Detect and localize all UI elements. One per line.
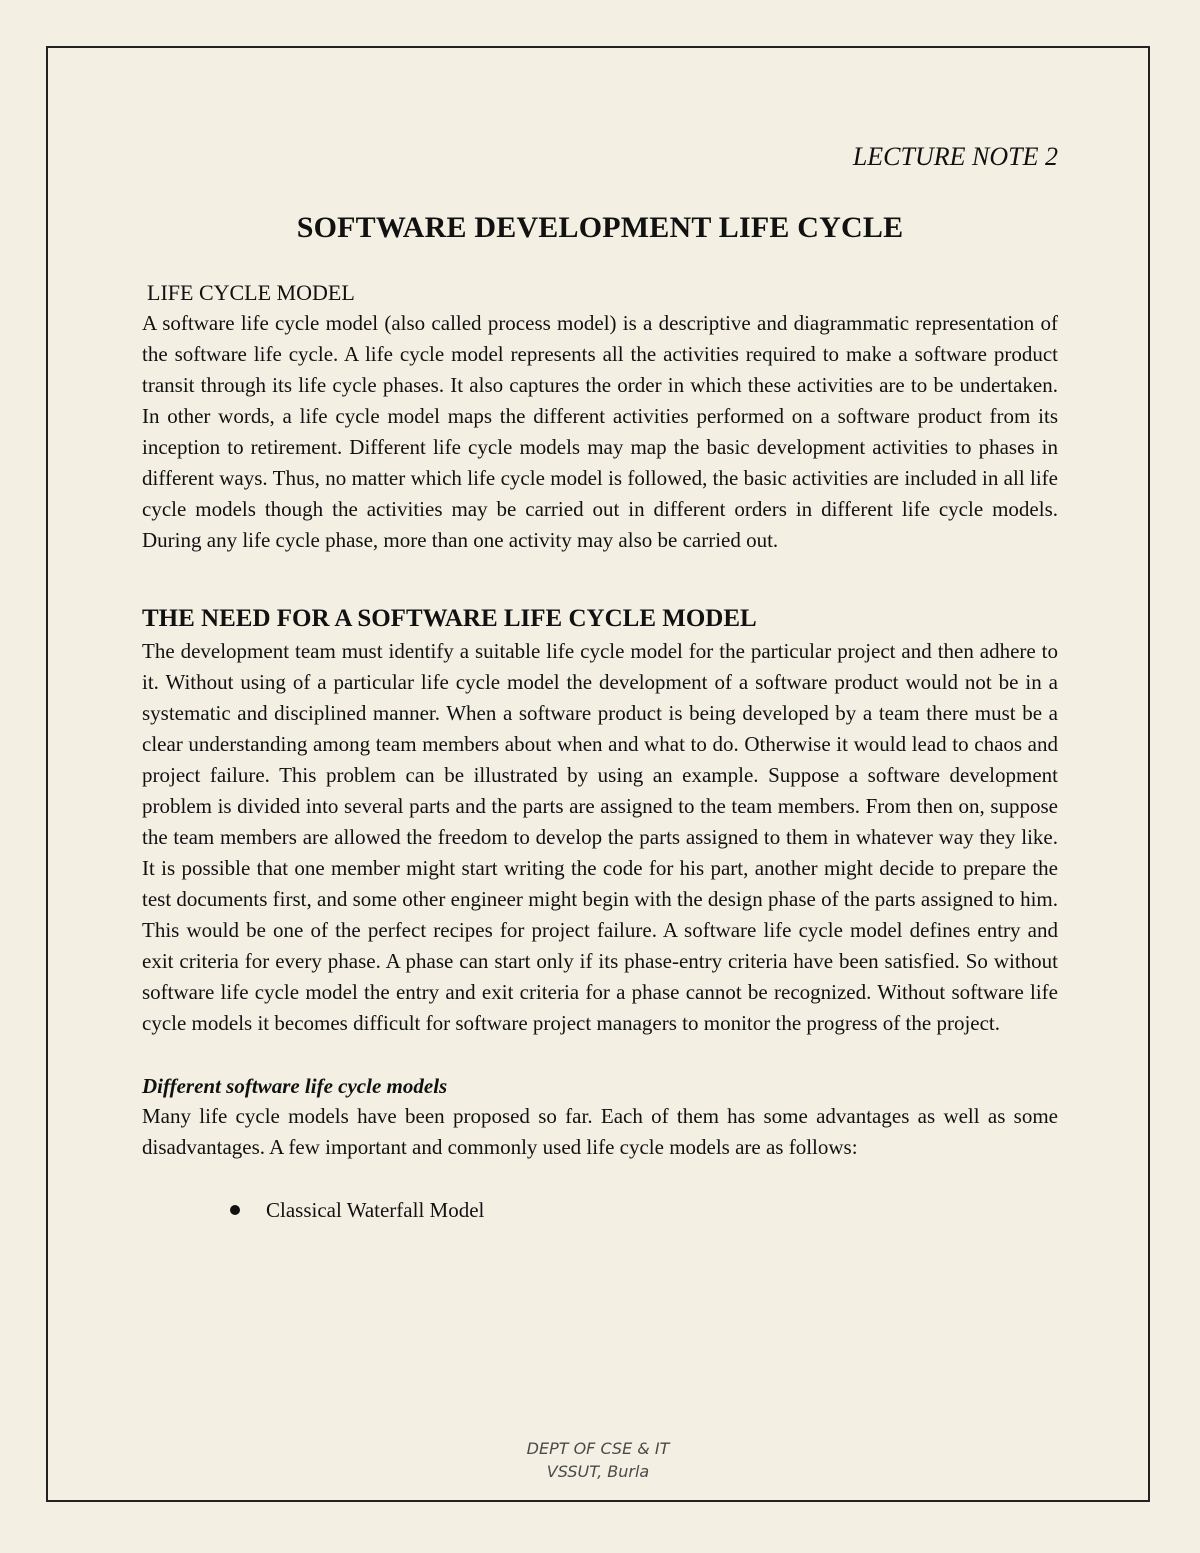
model-list <box>142 1195 1058 1225</box>
section-heading-life-cycle-model: LIFE CYCLE MODEL <box>147 280 355 305</box>
list-item-label: Classical Waterfall Model <box>266 1198 485 1222</box>
paragraph-life-cycle-model: A software life cycle model (also called process model) is a descriptive and diagrammatic representation of the software life cycle. A life cycle model represents all the activities required to make a software product transit through its life cycle phases. It also captures the order in which these activities are to be undertaken. In other words, a life cycle model maps the different activities performed on a software product from its inception to retirement. Different life cycle models may map the basic development activities to phases in different ways. Thus, no matter which life cycle model is followed, the basic activities are included in all life cycle models though the activities may be carried out in different orders in different life cycle models. During any life cycle phase, more than one activity may also be carried out. <box>142 311 1058 552</box>
bullet-icon <box>230 1205 240 1215</box>
section-heading-different-models: Different software life cycle models <box>142 1074 448 1098</box>
page-title: SOFTWARE DEVELOPMENT LIFE CYCLE <box>296 211 904 244</box>
footer-department: DEPT OF CSE & IT <box>526 1439 670 1458</box>
list-item <box>230 1195 1058 1225</box>
paragraph-different-models: Many life cycle models have been proposed so far. Each of them has some advantages as well as some disadvantages. A few important and commonly used life cycle models are as follows: <box>142 1104 1058 1159</box>
lecture-note-label: LECTURE NOTE 2 <box>852 142 1058 171</box>
paragraph-need: The development team must identify a suitable life cycle model for the particular project and then adhere to it. Without using of a particular life cycle model the development of a software product would not be in a systematic and disciplined manner. When a software product is being developed by a team there must be a clear understanding among team members about when and what to do. Otherwise it would lead to chaos and project failure. This problem can be illustrated by using an example. Suppose a software development problem is divided into several parts and the parts are assigned to the team members. From then on, suppose the team members are allowed the freedom to develop the parts assigned to them in whatever way they like. It is possible that one member might start writing the code for his part, another might decide to prepare the test documents first, and some other engineer might begin with the design phase of the parts assigned to him. This would be one of the perfect recipes for project failure. A software life cycle model defines entry and exit criteria for every phase. A phase can start only if its phase-entry criteria have been satisfied. So without software life cycle model the entry and exit criteria for a phase cannot be recognized. Without software life cycle models it becomes difficult for software project managers to monitor the progress of the project. <box>142 639 1058 1035</box>
footer-institution: VSSUT, Burla <box>546 1462 650 1481</box>
footer <box>46 1437 1150 1483</box>
section-heading-need: THE NEED FOR A SOFTWARE LIFE CYCLE MODEL <box>142 605 757 632</box>
document-body <box>142 140 1058 1225</box>
